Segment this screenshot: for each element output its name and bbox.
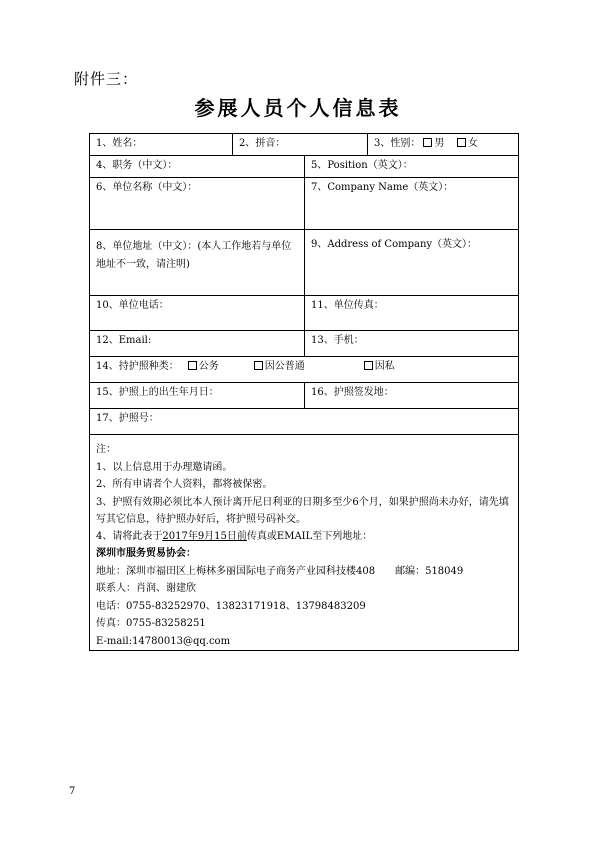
passport-official-checkbox[interactable] (188, 361, 197, 370)
address-cn-label: 8、单位地址（中文）：(本人工作地若与单位地址不一致，请注明) (96, 241, 292, 270)
note-2: 2、所有申请者个人资料，都将被保密。 (96, 479, 273, 490)
mobile-label: 13、手机： (311, 335, 364, 346)
name-field[interactable] (90, 134, 233, 156)
org-contacts: 联系人：肖润、谢建欣 (96, 583, 196, 594)
birth-field[interactable] (90, 383, 305, 409)
org-address: 地址：深圳市福田区上梅林多丽国际电子商务产业园科技楼408 邮编：518049 (96, 565, 464, 577)
issue-place-label: 16、护照签发地： (311, 387, 394, 398)
issue-place-field[interactable] (305, 383, 519, 409)
address-en-field[interactable] (305, 230, 519, 296)
org-email: E-mail:14780013@qq.com (96, 635, 231, 647)
note-3: 3、护照有效期必须比本人预计离开尼日利亚的日期多至少6个月，如果护照尚未办好，请先填写其它信息，待护照办好后，将护照号码补交。 (96, 496, 509, 525)
female-checkbox[interactable] (457, 138, 466, 147)
company-en-label: 7、Company Name（英文）： (311, 182, 454, 193)
position-cn-field[interactable] (90, 156, 305, 178)
passport-type-field (90, 357, 519, 383)
passport-no-label: 17、护照号： (96, 413, 159, 424)
personal-info-table (89, 133, 519, 651)
male-label: 男 (434, 138, 445, 149)
passport-type-label: 14、持护照种类： (96, 361, 179, 372)
company-cn-field[interactable] (90, 178, 305, 230)
birth-label: 15、护照上的出生年月日： (96, 387, 219, 398)
form-title: 参展人员个人信息表 (194, 96, 402, 120)
position-cn-label: 4、职务（中文）： (96, 160, 178, 171)
female-label: 女 (467, 138, 478, 149)
note-4 (96, 528, 513, 546)
company-cn-label: 6、单位名称（中文）： (96, 182, 198, 193)
notes-heading: 注： (96, 444, 116, 455)
phone-label: 10、单位电话： (96, 300, 169, 311)
gender-label: 3、性别： (374, 138, 421, 149)
email-label: 12、Email: (96, 335, 152, 346)
address-en-label: 9、Address of Company（英文）： (311, 239, 478, 250)
passport-private-label: 因私 (374, 361, 395, 372)
org-phone: 电话：0755-83252970、13823171918、13798483209 (96, 600, 366, 612)
email-field[interactable] (90, 331, 305, 357)
note-4-suffix: 传真或EMAIL至下列地址： (246, 530, 373, 542)
passport-official-label: 公务 (198, 361, 219, 372)
pinyin-label: 2、拼音： (239, 138, 286, 149)
org-fax: 传真：0755-83258251 (96, 618, 206, 629)
mobile-field[interactable] (305, 331, 519, 357)
passport-ordinary-checkbox[interactable] (254, 361, 263, 370)
position-en-field[interactable] (305, 156, 519, 178)
page-number: 7 (69, 786, 76, 797)
name-label: 1、姓名： (96, 138, 143, 149)
passport-ordinary-label: 因公普通 (264, 361, 305, 372)
attachment-label: 附件三： (74, 70, 139, 88)
address-cn-field[interactable] (90, 230, 305, 296)
note-4-prefix: 4、请将此表于 (96, 530, 163, 542)
passport-private-checkbox[interactable] (364, 361, 373, 370)
position-en-label: 5、Position（英文）： (311, 160, 413, 171)
gender-field (368, 134, 519, 156)
company-en-field[interactable] (305, 178, 519, 230)
organization-name: 深圳市服务贸易协会： (96, 548, 196, 559)
note-1: 1、以上信息用于办理邀请函。 (96, 461, 233, 473)
fax-field[interactable] (305, 296, 519, 331)
phone-field[interactable] (90, 296, 305, 331)
male-checkbox[interactable] (423, 138, 432, 147)
fax-label: 11、单位传真： (311, 300, 384, 311)
passport-no-field[interactable] (90, 409, 519, 435)
pinyin-field[interactable] (233, 134, 368, 156)
deadline-date: 2017年9月15日前 (162, 530, 247, 542)
notes-section (90, 435, 519, 651)
